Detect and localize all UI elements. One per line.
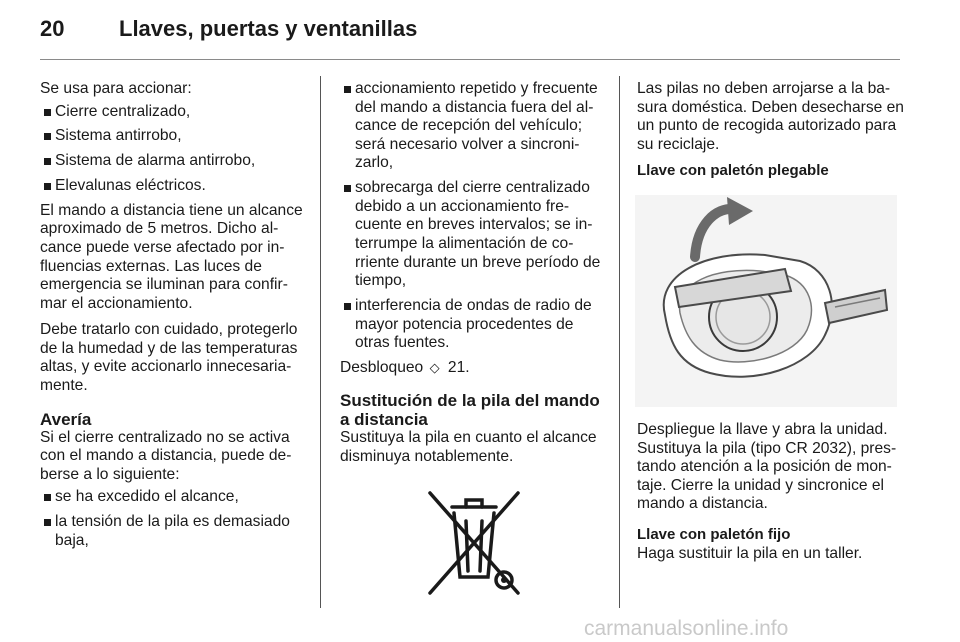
fault-intro: Si el cierre centralizado no se activa con el mando a distancia, puede de-berse a lo siguiente: [40, 428, 292, 483]
header-divider [40, 59, 900, 60]
unlock-reference [340, 359, 608, 378]
cause-item: se ha excedido el alcance, [40, 488, 310, 507]
column-divider-right [619, 76, 620, 608]
column-left [40, 80, 310, 557]
cause-item: la tensión de la pila es demasiado baja, [40, 513, 310, 550]
cause-item: sobrecarga del cierre centralizado debido a un accionamiento fre-cuente en breves intervalos; se in-terrumpe la alimentación de co-rriente durante un breve período de tiempo, [340, 179, 608, 291]
page-number: 20 [40, 16, 65, 41]
uses-intro: Se usa para accionar: [40, 80, 192, 97]
page-ref-arrow-icon: ◇ [429, 359, 440, 375]
fixed-key-paragraph: Haga sustituir la pila en un taller. [637, 544, 863, 562]
unlock-ref-page: 21. [447, 358, 470, 376]
battery-paragraph: Sustituya la pila en cuanto el alcance disminuya notablemente. [340, 429, 597, 466]
cause-item: accionamiento repetido y frecuente del mando a distancia fuera del al-cance de recepción del vehículo; será necesario volver a sincroni-zarlo, [340, 80, 608, 173]
range-paragraph: El mando a distancia tiene un alcance aproximado de 5 metros. Dicho al-cance puede verse afectado por in-fluencias externas. Las luces de emergencia se iluminan para confir-mar el accionamiento. [40, 201, 303, 312]
unlock-ref-label: Desbloqueo [340, 358, 424, 376]
column-right [637, 80, 907, 571]
use-item: Sistema de alarma antirrobo, [40, 152, 310, 171]
fault-heading: Avería [40, 409, 92, 429]
disposal-paragraph: Las pilas no deben arrojarse a la ba-sura doméstica. Deben desecharse en un punto de recogida autorizado para su reciclaje. [637, 80, 904, 153]
column-divider-left [320, 76, 321, 608]
care-paragraph: Debe tratarlo con cuidado, protegerlo de la humedad y de las temperaturas altas, y evite accionarlo innecesaria-mente. [40, 321, 298, 395]
fixed-key-heading: Llave con paletón fijo [637, 525, 791, 543]
page-header [40, 16, 900, 64]
use-item: Elevalunas eléctricos. [40, 177, 310, 196]
key-battery-illustration [635, 195, 897, 407]
crossed-bin-icon [424, 485, 524, 600]
folding-key-heading: Llave con paletón plegable [637, 162, 829, 180]
cause-item: interferencia de ondas de radio de mayor potencia procedentes de otras fuentes. [340, 297, 608, 353]
watermark: carmanualsonline.info [584, 617, 789, 640]
use-item: Cierre centralizado, [40, 103, 310, 122]
chapter-title: Llaves, puertas y ventanillas [119, 16, 418, 41]
battery-heading: Sustitución de la pila del mando a distancia [340, 391, 600, 430]
use-item: Sistema antirrobo, [40, 127, 310, 146]
column-middle [340, 80, 608, 600]
folding-key-paragraph: Despliegue la llave y abra la unidad. Sustituya la pila (tipo CR 2032), pres-tando atención a la posición de mon-taje. Cierre la unidad y sincronice el mando a distancia. [637, 420, 897, 513]
